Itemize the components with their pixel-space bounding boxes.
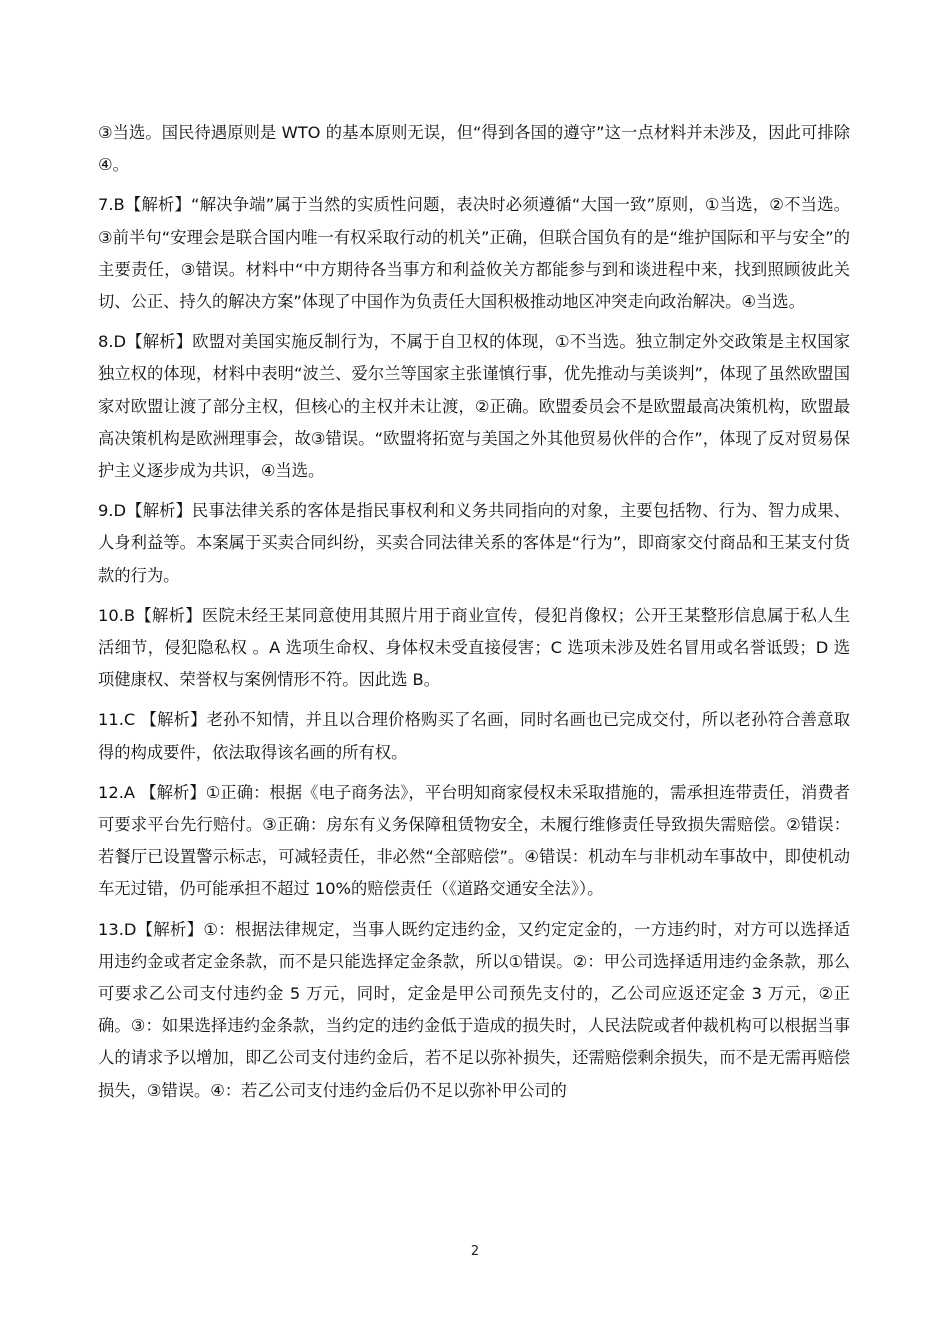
answer-11: 11.C 【解析】老孙不知情，并且以合理价格购买了名画，同时名画也已完成交付，所以老孙符合善意取得的构成要件，依法取得该名画的所有权。 [98,710,850,762]
answer-13: 13.D【解析】①：根据法律规定，当事人既约定违约金，又约定定金的，一方违约时，对方可以选择适用违约金或者定金条款，而不是只能选择定金条款，所以①错误。②：甲公司选择适用违约金条款，那么可要求乙公司支付违约金 5 万元，同时，定金是甲公司预先支付的，乙公司应返还定金 3 万元，②正确。③：如果选择违约金条款，当约定的违约金低于造成的损失时，人民法院或者仲裁机构可以根据当事人的请求予以增加，即乙公司支付违约金后，若不足以弥补损失，还需赔偿剩余损失，而不是无需再赔偿损失，③错误。④：若乙公司支付违约金后仍不足以弥补甲公司的 [98,919,850,1100]
document-body [98,117,850,1115]
answer-8: 8.D【解析】欧盟对美国实施反制行为，不属于自卫权的体现，①不当选。独立制定外交政策是主权国家独立权的体现，材料中表明“波兰、爱尔兰等国家主张谨慎行事，优先推动与美谈判”，体现了虽然欧盟国家对欧盟让渡了部分主权，但核心的主权并未让渡，②正确。欧盟委员会不是欧盟最高决策机构，欧盟最高决策机构是欧洲理事会，故③错误。“欧盟将拓宽与美国之外其他贸易伙伴的合作”，体现了反对贸易保护主义逐步成为共识，④当选。 [98,332,850,481]
answer-9: 9.D【解析】民事法律关系的客体是指民事权利和义务共同指向的对象，主要包括物、行为、智力成果、人身利益等。本案属于买卖合同纠纷，买卖合同法律关系的客体是“行为”，即商家交付商品和王某支付货款的行为。 [98,501,850,585]
page-number: 2 [470,1244,480,1259]
answer-12: 12.A 【解析】①正确：根据《电子商务法》，平台明知商家侵权未采取措施的，需承担连带责任，消费者可要求平台先行赔付。③正确：房东有义务保障租赁物安全，未履行维修责任导致损失需赔偿。②错误：若餐厅已设置警示标志，可减轻责任，非必然“全部赔偿”。④错误：机动车与非机动车事故中，即使机动车无过错，仍可能承担不超过 10%的赔偿责任（《道路交通安全法》）。 [98,782,850,899]
answer-10: 10.B【解析】医院未经王某同意使用其照片用于商业宣传，侵犯肖像权；公开王某整形信息属于私人生活细节，侵犯隐私权 。A 选项生命权、身体权未受直接侵害；C 选项未涉及姓名冒用或名誉诋毁；D 选项健康权、荣誉权与案例情形不符。因此选 B。 [98,605,850,690]
paragraph-continuation: ③当选。国民待遇原则是 WTO 的基本原则无误，但“得到各国的遵守”这一点材料并未涉及，因此可排除④。 [98,123,850,175]
answer-7: 7.B【解析】“解决争端”属于当然的实质性问题，表决时必须遵循“大国一致”原则，①当选，②不当选。③前半句“安理会是联合国内唯一有权采取行动的机关”正确，但联合国负有的是“维护国际和平与安全”的主要责任，③错误。材料中“中方期待各当事方和利益攸关方都能参与到和谈进程中来，找到照顾彼此关切、公正、持久的解决方案”体现了中国作为负责任大国积极推动地区冲突走向政治解决。④当选。 [98,195,850,312]
